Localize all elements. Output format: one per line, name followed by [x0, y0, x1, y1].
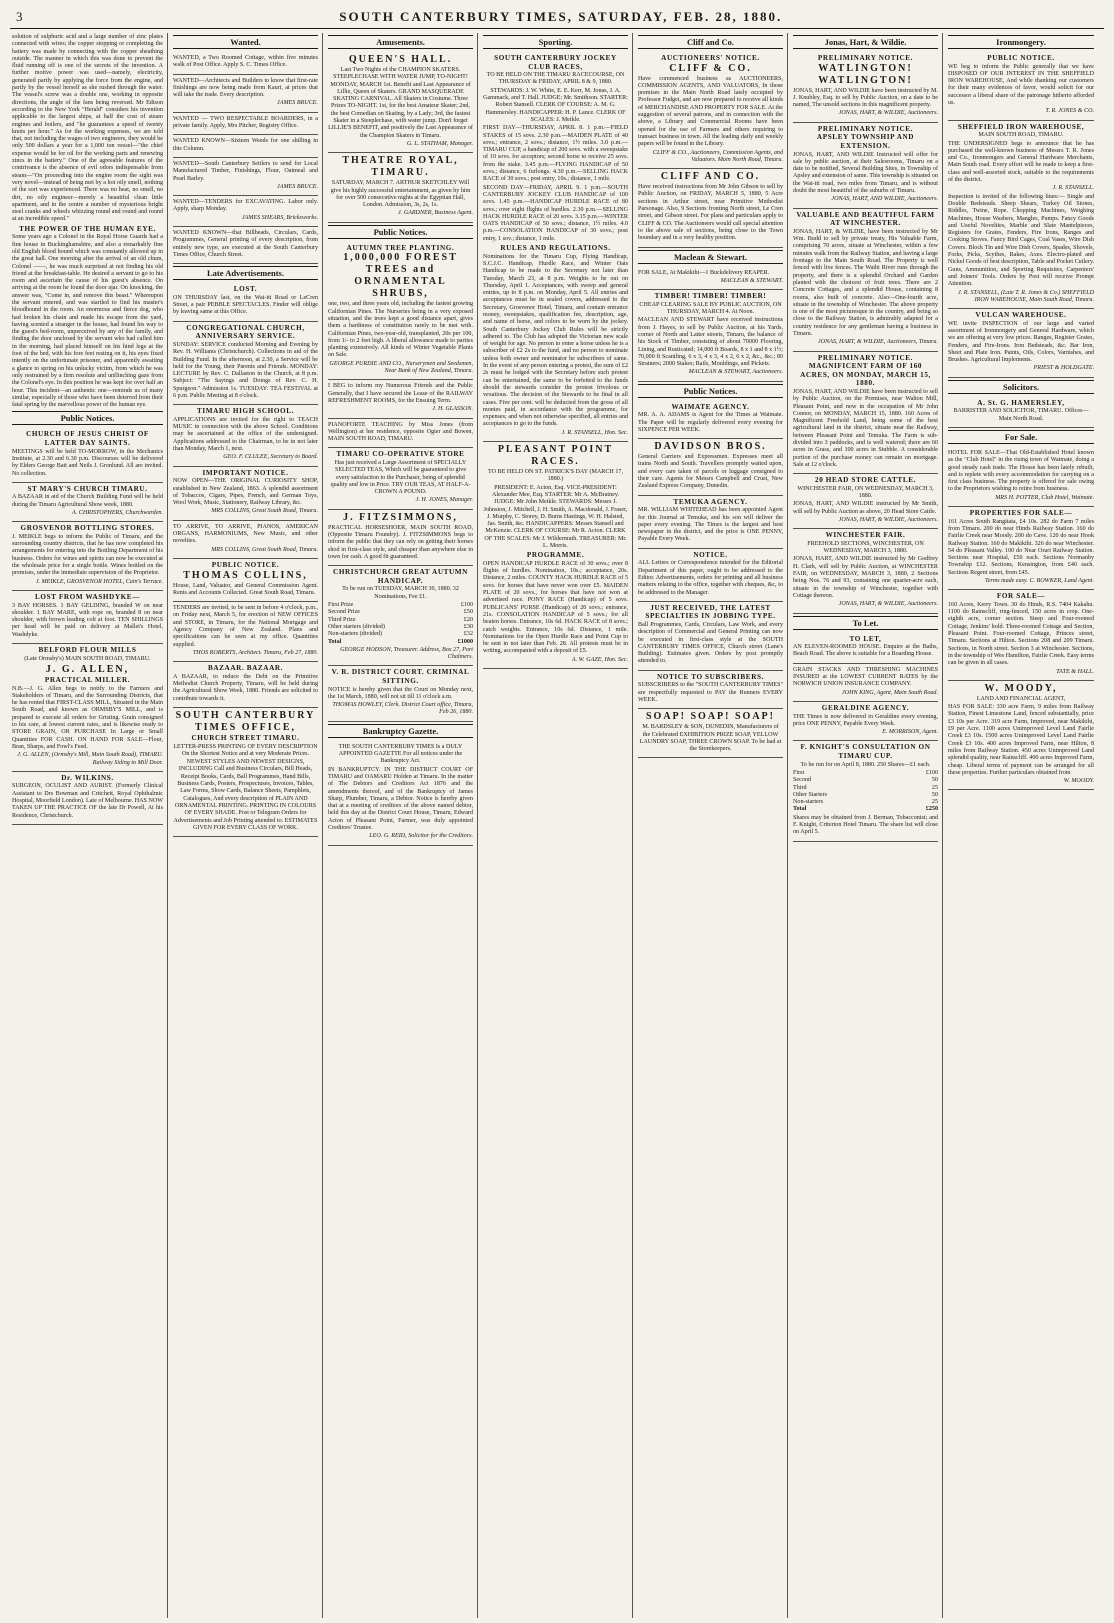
ad-wanted: WANTED — TWO RESPECTABLE BOARDERS, in a private family. Apply, Mrs Pitcher, Registry Office.: [173, 113, 318, 136]
section-heading: Public Notices.: [328, 225, 473, 239]
ad-congregational: CONGREGATIONAL CHURCH, ANNIVERSARY SERVICE. SUNDAY: SERVICE conducted Morning and Evening by Rev. H. Williams (Christchurch). Collections in aid of the Building Fund. In the afternoon, at 2.30, a Service will be held for the Young, their Parents and Friends. MONDAY: LECTURE by Rev. C. Dallaston in the Church, at 8 p.m. Subject: "The Sayings and Doings of Rev. C. H. Spurgeon." Admission 1s. TUESDAY: TEA FESTIVAL at 6 p.m. Public Meeting at 8 o'clock.: [173, 322, 318, 406]
ad-tenders: TENDERS are invited, to be sent in before 4 o'clock, p.m., on Friday next, March 5, for erection of NEW OFFICES and STORE, in Timaru, for the National Mortgage and Agency Company of New Zealand. Plans and specifications can be seen at my office. Quantities supplied. THOS ROBERTS, Architect. Timaru, Feb 27, 1880.: [173, 602, 318, 662]
ad-davidson: DAVIDSON BROS. General Carriers and Expressmen. Expresses meet all trains North and South. Travellers promptly waited upon, and every care taken of parcels or luggage consigned to their care. Agents for Messrs Campbell and Crust, New Zealand Express Company, Dunedin.: [638, 439, 783, 495]
notice-belford-mills: BELFORD FLOUR MILLS (Late Ormsby's) MAIN SOUTH ROAD, TIMARU. J. G. ALLEN, PRACTICAL MILLER. N.B.—J. G. Allen begs to notify to the Farmers and Stakeholders of Timaru, and the Surrounding Districts, that he has rented that FIRST-CLASS MILL, Situated in the Main South Road, and known as ORMSBY'S MILL, and is prepared to execute all orders for Gristing. Grain consigned to his care, at lowest current rates, and is likewise ready to STORE GRAIN, OR PURCHASE In Large or Small Quantities FOR CASH. ON HAND FOR SALE—Flour, Bran, Sharps, and Fowl's Feed. J. G. ALLEN, (Ormsby's Mill, Main South Road), TIMARU. Railway Siding to Mill Door.: [12, 644, 163, 772]
section-heading: Wanted.: [173, 35, 318, 49]
column-1: [10, 33, 168, 1618]
ad-jockey-club: SOUTH CANTERBURY JOCKEY CLUB RACES, TO BE HELD ON THE TIMARU RACECOURSE, ON THURSDAY & FRIDAY, APRIL 8 & 9, 1880. STEWARDS: J. W. White, E. E. Kerr, M. Jonas, J. A. Gammack, and T. Hall. JUDGE: Mr. Smithson. STARTER: Robert Stansell. CLERK OF COURSE: A. M. G. Hammersley. HANDICAPPER: H. P. Lance. CLERK OF SCALES: J. Meikle. FIRST DAY—THURSDAY, APRIL 8. 1 p.m.—FIELD STAKES of 15 sovs. 2.30 p.m.—MAIDEN PLATE of 40 sovs.; entrance, 2 sovs.; distance, 1½ miles. 3.0 p.m.—TIMARU CUP, a handicap of 200 sovs. with a sweepstake of 10 sovs. for acceptors; second horse to receive 25 sovs. from the stake. 3.45 p.m.—FLYING HANDICAP of 50 sovs.; distance, 6 furlongs. 4.30 p.m.—SELLING HACK RACE of 30 sovs.; post entry, 10s.; distance, 1 mile. SECOND DAY—FRIDAY, APRIL 9. 1 p.m.—SOUTH CANTERBURY JOCKEY CLUB HANDICAP of 100 sovs. 1.45 p.m.—HANDICAP HURDLE RACE of 80 sovs.; over eight flights of hurdles. 2.30 p.m.—SELLING HACK HURDLE RACE of 20 sovs. 3.15 p.m.—WINTER OATS HANDICAP of 50 sovs.; distance, 1½ miles. 4.0 p.m.—CONSOLATION HANDICAP of 30 sovs.; post entry, 1 sov.; distance, 1 mile. RULES AND REGULATIONS. Nominations for the Timaru Cup, Flying Handicap, S.C.J.C. Handicap, Hurdle Race, and Winter Oats Handicap to be made to the Secretary not later than Tuesday, March 23, at 8 p.m. Weights to be out on Thursday, April 1. Acceptances, with sweep and general entries, up to 8 p.m. on Monday, April 5. All entries and acceptances must be in sealed covers, addressed to the Secretary, Grosvenor Hotel, Timaru, and contain entrance money, sweepstakes, qualification fee, description, age, and name of horse, and colors to be worn by the jockey. South Canterbury Jockey Club Rules will be strictly adhered to. The Club has adopted the Victorian new scale of weight for age. No person to enter a horse unless he is a subscriber of £2 2s to the fund, and no person to nominate unless both owner and nominator be subscribers of same. In the event of any person entering a protest, the sum of £2 2s must be lodged with the Secretary before such protest can be entertained, the same to be forfeited to the funds should the stewards consider the protest frivolous or vexatious. The decision of the Stewards to be final in all cases. Five per cent. will be deducted from the gross of all monies paid, in accordance with the programme, for expenses; and when not otherwise specified, all entries and acceptances to go to the funds. J. R. STANSELL, Hon. Sec.: [483, 52, 628, 442]
column-3: [326, 33, 478, 1618]
ad-vulcan: VULCAN WAREHOUSE. WE invite INSPECTION of our large and varied assortment of Ironmongery and General Hardware, which we are offering at very low prices. Ranges, Register Grates, Fenders, and Fire-Irons. Iron Bedsteads, &c. Bar Iron, Sheet and Plate Iron. Paints, Oils, Colors, Varnishes, and Brushes. Agricultural Implements. PRIEST & HOLDGATE.: [948, 309, 1094, 378]
ad-waimate-agency: WAIMATE AGENCY. MR. A. A. ADAMS is Agent for the Times at Waimate. The Paper will be regularly delivered every evening for SIXPENCE PER WEEK.: [638, 401, 783, 439]
ad-wanted: WANTED KNOWN—Sixteen Weeds for one shilling in this Column.: [173, 135, 318, 158]
ad-reaper: FOR SALE, At Makikihi—1 Buckdelivery REAPER. MACLEAN & STEWART.: [638, 267, 783, 291]
ad-hotel-for-sale: HOTEL FOR SALE—That Old-Established Hotel known as the "Club Hotel" in the rising town of Waimate, doing a good steady cash trade. The House has been lately rebuilt, and is replete with every accommodation for carrying on a first class business. The property is offered for sale owing to the Proprietors wishing to retire from business. MRS H. POTTER, Club Hotel, Waimate.: [948, 447, 1094, 507]
section-heading: To Let.: [793, 616, 938, 630]
article-title: THE POWER OF THE HUMAN EYE.: [19, 224, 156, 233]
section-heading: Late Advertisements.: [173, 266, 318, 280]
consultation-row: First £100: [793, 769, 938, 776]
ad-theatre-royal: THEATRE ROYAL, TIMARU. SATURDAY, MARCH 7. ARTHUR SKETCHLEY Will give his highly successful entertainment, as given by him for over 500 consecutive nights at the Egyptian Hall, London. Admission, 3s, 2s, 1s. J. GARDNER, Business Agent.: [328, 153, 473, 222]
consultation-row: Non-starters 25: [793, 799, 938, 806]
column-4: [481, 33, 633, 1618]
notice-st-marys: ST MARY'S CHURCH TIMARU. A BAZAAR in aid of the Church Building Fund will be held during the Timaru Agricultural Show week, 1880. A. CHRISTOPHERS, Churchwarden.: [12, 483, 163, 522]
ad-wanted: WANTED—Architects and Builders to know that first-rate finishings are now being made from Kauri, at prices that will take the trade. Every description. JAMES BRUCE.: [173, 75, 318, 113]
ad-district-court: V. R. DISTRICT COURT. CRIMINAL SITTING. NOTICE is hereby given that the Court on Monday next, the 1st March, 1880, will not sit till 11 o'clock a.m. THOMAS HOWLEY, Clerk. District Court office, Timaru, Feb 26, 1880.: [328, 666, 473, 721]
ad-pianos: TO ARRIVE, TO ARRIVE, PIANOS, AMERICAN ORGANS, HARMONIUMS, New Music, and other novelties. MRS COLLINS, Great South Road, Timaru.: [173, 521, 318, 559]
ad-chch-handicap: CHRISTCHURCH GREAT AUTUMN HANDICAP. To be run on TUESDAY, MARCH 30, 1880. 32 Nominations, Fee £1. First Prize £100 Second Prize £50 Third Prize £20 Other starters (divided) £30 Non-starters (divided) £32 Total £1000 GEORGE HODSON, Treasurer. Address, Box 27, Port Chalmers.: [328, 566, 473, 666]
section-heading: Maclean & Stewart.: [638, 250, 783, 264]
consultation-table: [793, 770, 938, 814]
ad-public-notice: PUBLIC NOTICE. WE beg to inform the Public generally that we have DISPOSED OF OUR INTEREST IN THE SHEFFIELD IRON WAREHOUSE, And while thanking our customers for their many evidences of favor, would solicit for our successor a liberal share of the patronage hitherto afforded us. T. R. JONES & CO.: [948, 52, 1094, 121]
ad-collins: PUBLIC NOTICE. THOMAS COLLINS, House, Land, Valuator, and General Commission Agent. Rents and Accounts Collected. Great South Road, Timaru.: [173, 559, 318, 602]
ad-times-office: SOUTH CANTERBURY TIMES OFFICE, CHURCH STREET TIMARU. LETTER-PRESS PRINTING OF EVERY DESCRIPTION On the Shortest Notice and at very Moderate Prices. NEWEST STYLES AND NEWEST DESIGNS, INCLUDING Call and Business Circulars, Bill Heads, Receipt Books, Cards, Ball Programmes, Hand Bills, Business Cards, Posters, Prospectuses, Invoices, Tables, Law Forms, Show Cards, Balance Sheets, Pamphlets, Catalogues, And every description of PLAIN AND ORNAMENTAL PRINTING. PRINTING IN COLOURS OF EVERY SHADE. Post or Telegram Orders for Advertisements and Job Printing attended to. ESTIMATES GIVEN FOR EVERY CLASS OF WORK.: [173, 708, 318, 837]
section-heading: For Sale.: [948, 430, 1094, 444]
ad-jobbing-type: JUST RECEIVED, THE LATEST SPECIALTIES IN JOBBING TYPE. Ball Programmes, Cards, Circulars, Law Work, and every description of Commercial and General Printing can now be executed in first-class style at the SOUTH CANTERBURY TIMES OFFICE, Church street (Lane's Building). Estimates given. Orders by post promptly attended to.: [638, 602, 783, 671]
section-heading: Bankruptcy Gazette.: [328, 724, 473, 738]
ad-pianoforte: PIANOFORTE TEACHING by Miss Jones (from Wellington) at her residence, opposite Ogier and Bowen, MAIN SOUTH ROAD, TIMARU.: [328, 419, 473, 449]
ad-lost: LOST. ON THURSDAY last, on the Wai-iti Road or LeCren Street, a pair PEBBLE SPECTACLES. Finder will oblige by leaving same at this Office.: [173, 283, 318, 321]
notice-grosvenor: GROSVENOR BOTTLING STORES. J. MEIKLE begs to inform the Public of Timaru, and the surrounding country districts, that he has now completed his arrangements for entering into the Bottling Department of his business. Orders for wines and spirits can now be executed at the wholesale price for a single bottle. Wines bottled on the premises, under the immediate supervision of the Proprietor. J. MEIKLE, GROSVENOR HOTEL, Cain's Terrace.: [12, 522, 163, 591]
ad-cooperative: TIMARU CO-OPERATIVE STORE Has just received a Large Assortment of SPECIALLY SELECTED TEAS, Which will be guaranteed to give every satisfaction to the Purchaser, being of splendid quality and low in Price. TRY OUR TEAS, AT HALF-A-CROWN A POUND. J. H. JONES, Manager.: [328, 448, 473, 509]
ad-cliff: AUCTIONEERS' NOTICE. CLIFF & CO. Have commenced business as AUCTIONEERS, COMMISSION AGENTS, AND VALUATORS, In those premises in the Main North Road lately occupied by Professor Fudget, and are now prepared to receive all kinds of MERCHANDISE AND PROPERTY FOR SALE. At the suggestion of several patrons, and in connection with the above, a Library and Commercial Rooms have been opened for the use of Farmers and others requiring to transact business in town. All the leading daily and weekly papers will be found in the Library. CLIFF & CO., Auctioneers, Commission Agents, and Valuators. Main North Road, Timaru.: [638, 52, 783, 169]
section-heading: Cliff and Co.: [638, 35, 783, 49]
ad-wanted: WANTED—TENDERS for EXCAVATING. Labor only. Apply, sharp Monday. JAMES SHEARS, Bricksworks.: [173, 196, 318, 227]
ad-norwich: GRAIN STACKS AND THRESHING MACHINES INSURED at the LOWEST CURRENT RATES by the NORWICH UNION INSURANCE COMPANY. JOHN KING, Agent, Main South Road.: [793, 664, 938, 702]
ad-bazaar: BAZAAR. BAZAAR. A BAZAAR, to reduce the Debt on the Primitive Methodist Church Property, Timaru, will be held during the Agricultural Show Week, 1880. Friends are solicited to contribute towards it.: [173, 662, 318, 708]
notice-dr-wilkins: Dr. WILKINS. SURGEON, OCULIST AND AURIST. (Formerly Clinical Assistant to Drs Bowman and Critchett, Royal Ophthalmic Hospital, Moorfield London). Late of Melbourne. HAS NOW TAKEN UP THE PRACTICE OF the late Dr Powell, At his Residence, Christchurch.: [12, 772, 163, 825]
ad-store-cattle: 20 HEAD STORE CATTLE. WINCHESTER FAIR, ON WEDNESDAY, MARCH 3, 1880. JONAS, HART, AND WILDIE instructed by Mr Smith, will sell by Public Auction as above, 20 Head Store Cattle. JONAS, HART, & WILDIE, Auctioneers.: [793, 474, 938, 529]
section-heading: Public Notices.: [12, 411, 163, 425]
section-heading: Amusements.: [328, 35, 473, 49]
article-continued: solution of sulphuric acid and a large number of zinc plates connected with wires; the copper stopping or completing the battery was made by connecting with the copper sheathing outside. The manner in which this was done to prevent the fluid running off is one of the secrets of the invention. A further motive power was used—namely, electricity, generated partly by applying the force from the engine, and partly by the vessel herself as she rushed through the water. The vessel's screw was a double one, working in opposite directions, the angle of the fans being reversed. Mr Edison according to the New York "Herald" considers his invention applicable to the largest ships, at half the cost of steam engines and boilers, and "he guarantees a speed of twenty knots per hour." As for the working expenses, we are told that, not including the wages of two engineers, they would be only 500 dollars a year for a 1,000 ton vessel—"the chief expense would be for oil for the working parts and renewing zincs in the battery." One of the agreeable features of the contrivance is the absence of evil odors indispensable from steam—"On proceeding into the engine room the sight was very novel—instead of being met by a hot oily smell, nothing of the sort was experienced. There was no heat, no smell, no dirt, no oily engineer—merely a beautiful clean little apartment, and in the centre a number of mysterious bright steel cranks and wheels whizzing round and round and round at an incredible speed.": [12, 34, 163, 223]
ad-sheffield: SHEFFIELD IRON WAREHOUSE, MAIN SOUTH ROAD, TIMARU. THE UNDERSIGNED begs to announce that he has purchased the well-known business of Messrs T. R. Jones and Co., Ironmongers and General Hardware Merchants, Main South road. Every effort will be made to keep a first-class and well-assorted stock, suitable to the requirements of the district. J. R. STANSELL. Inspection is invited of the following lines:— Single and Double Bedsteads. Sheep Shears, Turkey Oil Stones, Riddles, Twine, Rope. Chopping Machines, Weighing Machines, House Washers, Mangles, Pumps. Fancy Goods and Useful Novelties, Marble and Slate Mantelpieces, Registers for Grates, Fenders, Fire Irons, Ranges and Cooking Stoves. Fancy Bird Cages, Coal Vases, Wire Dish Covers. Block Tin and Wire Dish Covers, Spades, Shovels, Forks, Picks, Scythes, Rakes, Axes. Electro-plated and Nickel Goods of best description, Table and Pocket Cutlery. Guns, Ammunition, and Sporting Requisites, Carpenters' and Joiners' Tools. Orders by Post will receive Prompt Attention. J. R. STANSELL, (Late T. R. Jones & Co.) SHEFFIELD IRON WAREHOUSE, Main South Road, Timaru.: [948, 121, 1094, 309]
prize-table: [328, 602, 473, 646]
ad-cliff-sale: CLIFF AND CO. Have received instructions from Mr John Gibson to sell by Public Auction, on FRIDAY, MARCH 5, 1880, 5 Acre sections in Arthur street, near Primitive Methodist Parsonage. Also, 9 Sections fronting North street, Le Cren street, and Gibson street. For plans and particulars apply to CLIFF & CO. The Auctioneers would call special attention to the above sale of sections, being close to the Town boundary and in a very healthy position.: [638, 169, 783, 247]
ad-tree-planting: AUTUMN TREE PLANTING. 1,000,000 FOREST TREES and ORNAMENTAL SHRUBS, one, two, and three years old, including the fastest growing Californian Pines. The Nurseries being in a very exposed situation, and the trees kept a good distance apart, gives them a hardiness of constitution rarely to be met with. Californian Pines, two-year-old, transplanted, 20s per 100, from 1/- to 2 feet high. A liberal allowance made to parties planting extensively. All kinds of Winter Vegetable Plants on Sale. GEORGE PURDIE AND CO., Nurserymen and Seedsmen, Near Bank of New Zealand, Timaru.: [328, 242, 473, 381]
notice-lost-horses: LOST FROM WASHDYKE— 3 BAY HORSES. 1 BAY GELDING, branded W on near shoulder. 1 BAY MARE, with rope on, branded 8 on near shoulder, with brown leading colt at foot. TEN SHILLINGS per head will be paid on delivery at Mallet's Hotel, Washdyke.: [12, 591, 163, 644]
ad-soap: SOAP! SOAP! SOAP! M. BARDSLEY & SON, DUNEDIN, Manufacturers of the Celebrated EXHIBITION PRIZE SOAP, YELLOW LAUNDRY SOAP, THREE CROWN SOAP. To be had at the Storekeepers.: [638, 709, 783, 758]
ad-apsley: PRELIMINARY NOTICE. APSLEY TOWNSHIP AND EXTENSION. JONAS, HART, AND WILDIE Instructed will offer for sale by public auction, at their Salesrooms, Timaru on a date to be notified, Several Building Sites, in Township of Apsley and extension of same. This township is situated on the Wai-iti road, two miles from Timaru, and is without doubt the most beautiful of the suburbs of Timaru. JONAS, HART, AND WILDIE, Auctioneers.: [793, 123, 938, 209]
notice-church: CHURCH OF JESUS CHRIST OF LATTER DAY SAINTS. MEETINGS will be held TO-MORROW, in the Mechanics Institute, at 2.30 and 6.30 p.m. Discourses will be delivered by Elders George Batt and Neils J. Gronlund. All are invited. No collection.: [12, 428, 163, 482]
column-7: [946, 33, 1098, 1618]
ad-pleasant-point: PLEASANT POINT RACES. TO BE HELD ON ST. PATRICK'S DAY (MARCH 17, 1880.) PRESIDENT: E. Acton, Esq. VICE-PRESIDENT: Alexander Mee, Esq. STARTER: Mr A. McBratney. JUDGE: Mr John Meikle. STEWARDS: Messrs J. Johnston, J. Mitchell, J. H. Smith, A. Macdonald, J. Fraser, J. Murphy, C. Storey, D. Burns Hastings, W. H. Halsted, Jas. Smith, &c. HANDICAPPERS: Messrs Stansell and McKenzie. CLERK OF COURSE: Mr R. Acton. CLERK OF THE SCALES: Mr J. Wildermuth. TREASURER: Mr. L. Morris. PROGRAMME. OPEN HANDICAP HURDLE RACE of 30 sovs.; over 8 flights of hurdles. Nomination, 10s.; acceptance, 20s. Distance, 2 miles. COUNTY HACK HURDLE RACE of 5 sovs. for horses that have never won over £5. MAIDEN PLATE of 20 sovs., for horses that have not won at advertised race. PONY RACE (Handicap) of 5 sovs. PUBLICANS' PURSE (Handicap) of 20 sovs.; entrance, 21s. CONSOLATION HANDICAP of 5 sovs.; for all beaten horses. Entrance, 10s 6d. HACK RACE of 8 sovs.; catch weights. Entrance, 10s 6d. Distance, 1 mile. Nominations for the Open Hurdle Race and Point Cup to be sent in not later than Feb. 28. All protests must be in writing, accompanied with a deposit of £5. A. W. GAZE, Hon. Sec.: [483, 442, 628, 669]
ad-queens-hall: QUEEN'S HALL. Last Two Nights of the CHAMPION SKATERS. STEEPLECHASE WITH WATER JUMP, TO-NIGHT! MONDAY, MARCH 1st. Benefit and Last Appearance of Lillie, Queen of Skaters. GRAND MASQUERADE SKATING CARNIVAL. All Skaters in Costume. Three Prizes TO-NIGHT. 1st, for the best Amateur Skater; 2nd, the best Comedian on Skating, by a Lady; 3rd, the fastest Skater in a Steeplechase, with water jump. Don't forget LILLIE'S BENEFIT, and positively the Last Appearance of the Champion Skaters in Timaru. G. L. STATHAM, Manager.: [328, 52, 473, 153]
ad-subscribers: NOTICE TO SUBSCRIBERS. SUBSCRIBERS to the "SOUTH CANTERBURY TIMES" are respectfully requested to PAY the Runners EVERY WEEK.: [638, 671, 783, 709]
ad-winchester-sections: WINCHESTER FAIR. FREEHOLD SECTIONS, WINCHESTER, ON WEDNESDAY, MARCH 3, 1880. JONAS, HART, AND WILDIE instructed by Mr Godfrey H. Clark, will sell by Public Auction, at WINCHESTER FAIR, on WEDNESDAY, MARCH 3, 1880, 2 Sections being Nos. 76 and 93, containing one quarter-acre each, situate in the township of Winchester, together with Cottage thereon. JONAS, HART, & WILDIE, Auctioneers.: [793, 529, 938, 613]
page-number: 3: [16, 9, 24, 24]
section-heading: Solicitors.: [948, 380, 1094, 394]
section-heading: Ironmongery.: [948, 35, 1094, 49]
ad-geraldine-agency: GERALDINE AGENCY. THE Times is now delivered in Geraldine every evening, price ONE PENNY, Payable Every Week. E. MORRISON, Agent.: [793, 702, 938, 741]
ad-curiosity-shop: IMPORTANT NOTICE. NOW OPEN—THE ORIGINAL CURIOSITY SHOP, established in New Zealand, 1863. A splendid assortment of Tobaccos, Cigars, Pipes, French, and German Toys, Wool Work, Music, Stationery, Railway Library, &c. MRS COLLINS, Great South Road, Timaru.: [173, 467, 318, 521]
ad-properties: PROPERTIES FOR SALE— 161 Acres South Rangitata, £4 10s. 282 do Farm 7 miles from Timaru. 200 do near Hinds Railway Station. 160 do Fairlie Creek near Moody. 200 do Cave. 120 do near Hook Railway Station. 160 do Makikihi. 326 do near Winchester. 54 do Pleasant Valley. 100 do Near Orari Railway Station. Sections near Hospital, £50 each. Sections Normanby Township £12. Sections, Kensington, from £40 each. Sections Regent street, from £45. Terms made easy. C. BOWKER, Land Agent.: [948, 507, 1094, 590]
prize-row: Other starters (divided) £30: [328, 623, 473, 630]
column-6: [791, 33, 943, 1618]
ad-wanted: WANTED KNOWN—that Billheads, Circulars, Cards, Programmes, General printing of every description, from entirely new type, are executed at the South Canterbury Times Office, Church Street.: [173, 227, 318, 264]
prize-row: Total £1000: [328, 638, 473, 645]
section-heading: Sporting.: [483, 35, 628, 49]
ad-refreshment-rooms: I BEG to inform my Numerous Friends and the Public Generally, that I have secured the Lease of the RAILWAY REFRESHMENT ROOMS, for the Ensuing Term. J. H. GLASSON.: [328, 380, 473, 418]
column-2: [171, 33, 323, 1618]
prize-row: First Prize £100: [328, 602, 473, 609]
consultation-row: Second 50: [793, 777, 938, 784]
prize-row: Non-starters (divided) £32: [328, 631, 473, 638]
ad-moody: W. MOODY, LAND AND FINANCIAL AGENT, HAS FOR SALE: 330 acre Farm, 9 miles from Railway Station, Finest Limestone Land, fenced substantially, price £3 10s per Acre. 319 acre Farm, Improved, near Makikihi, £9 per Acre. 1100 acres Unimproved Level Land Fairlie Creek £3 10s. 1500 acres Unimproved Level Land Fairlie Creek £3 10s. 400 acres Improved Farm, near Hilton, 8 miles from Railway Station. 450 acres Unimproved Land splendid quality, near Rainscliff. 400 acres Improved Farm, cheap. Liberal terms of payment can be arranged for all these properties. Further particulars obtained from W. MOODY.: [948, 681, 1094, 791]
columns: [10, 33, 1104, 1618]
ad-knights-consultation: F. KNIGHT'S CONSULTATION ON TIMARU CUP. To be run for on April 8, 1880. 250 Shares—£1 each. First £100 Second 50 Third 25 Other Starters 50 Non-starters 25 Total £250 Shares may be obtained from J. Berman, Tobacconist; and F. Knight, Criterion Hotel Timaru. The share list will close on April 5.: [793, 741, 938, 841]
ad-wanted: WANTED, a Two Roomed Cottage, within five minutes walk of Post Office. Apply S. C. Times Office.: [173, 52, 318, 75]
ad-high-school: TIMARU HIGH SCHOOL. APPLICATIONS are invited for the right to TEACH MUSIC in connection with the above School. Conditions may be ascertained at the office of the undersigned. Applications addressed to the Chairman, to be in not later than Monday, March 1, next. GEO. F. CLULEE, Secretary to Board.: [173, 405, 318, 466]
consultation-row: Third 25: [793, 784, 938, 791]
consultation-row: Other Starters 50: [793, 791, 938, 798]
ad-160-acres: PRELIMINARY NOTICE. MAGNIFICENT FARM OF 160 ACRES, ON MONDAY, MARCH 15, 1880. JONAS, HART, AND WILDIE have been instructed to sell by Public Auction, on the Premises, near Walton Mill, Pleasant Point, and now in the occupation of Mr John Connor, on MONDAY, MARCH 15, 1880. 160 Acres of Magnificent Freehold Land, being some of the best agricultural land in the district, situate near the Railway, between Pleasant Point and Temuka. The Farm is sub-divided into 3 paddocks, and is well watered; there are 60 acres in Grass, and 100 acres in Stubble. A considerable portion of the purchase money can remain on mortgage. Sale at 12 o'clock.: [793, 352, 938, 475]
ad-horseshoer: J. FITZSIMMONS, PRACTICAL HORSESHOER, MAIN SOUTH ROAD, (Opposite Timaru Foundry). J. FITZSIMMONS begs to inform the public that they can rely on getting their horses shod in first-class style, and cheaper than anywhere else in town for cash. A good fit guaranteed.: [328, 510, 473, 566]
section-heading: Jonas, Hart, & Wildie.: [793, 35, 938, 49]
ad-hamersley: A. St. G. HAMERSLEY, BARRISTER AND SOLICITOR, TIMARU. Offices—Main North Road.: [948, 397, 1094, 428]
column-5: [636, 33, 788, 1618]
masthead: [10, 6, 1104, 29]
ad-temuka-agency: TEMUKA AGENCY. MR. WILLIAM WHITEHEAD has been appointed Agent for this Journal at Temuka, and his son will deliver the paper every evening. The Times is the largest and best newspaper in the district, and the price is ONE PENNY, Payable Every Week.: [638, 496, 783, 549]
ad-bankruptcy: THE SOUTH CANTERBURY TIMES Is a DULY APPOINTED GAZETTE For all notices under the Bankruptcy Act. IN BANKRUPTCY. IN THE DISTRICT COURT OF TIMARU and OAMARU Holden at Timaru. In the matter of The Debtors and Creditors Act 1876 and the amendments thereof, and of the Bankruptcy of James Sharp, Plumber, Timaru, a Debtor. Notice is hereby given that at a meeting of creditors of the above named debtor, held this day at the District Court House, Timaru, Edward Acton of Pleasant Point, Farmer, was duly appointed Creditors' Trustee. LEO. G. REID, Solicitor for the Creditors.: [328, 741, 473, 846]
ad-winchester-farm: VALUABLE AND BEAUTIFUL FARM AT WINCHESTER. JONAS, HART, & WILDIE, have been instructed by Mr Wm. Budd to sell by private treaty, His Valuable Farm, comprising 70 acres, situate at Winchester, within a few minutes walk from the Railway Station, and having a large frontage to the Main South Road. The Property is well fenced with live fences. The Waihi River runs through the property, and there is a splendid Orchard and Garden planted with the choicest of fruit trees. There are 2 Concrete Cottages, and a splendid House, containing 8 rooms, also built of concrete. Also—One-fourth acre, situate in the township of Winchester. The above property is one of the most picturesque in the country, and being so close to the Railway Station, is admirably adapted for a country residence for any gentleman having a business in Timaru. JONAS, HART, & WILDIE, Auctioneers, Timaru.: [793, 209, 938, 352]
prize-row: Second Prize £50: [328, 609, 473, 616]
ad-notice: NOTICE. ALL Letters or Correspondence intended for the Editorial Department of this paper, ought to be addressed to the Editor. Advertisements, orders for printing and all business matters relating to the office, together with cheques, &c, to be addressed to the Manager.: [638, 549, 783, 602]
ad-tate-hall: FOR SALE— 160 Acres, Kerry Town. 30 do Hinds, R.S. 7404 Kakahu. 1100 do Rainscliff, ring-fenced, 150 acres in crop. One-eighth acre, corner section. Steep and Four-roomed Cottage, Jenkins' hold. Three-roomed Cottage and Section, Pleasant Point. Four-roomed Cottage, Princes street, Timaru. Sections at Hilton. Sections 208 and 209 Timaru. Sections, in North street. Section 3 at Winchester. Sections, in the township of Wes Hamilton, Fairlie Creek. Easy terms can be given in all cases. TATE & HALL.: [948, 590, 1094, 681]
ad-timber: TIMBER! TIMBER! TIMBER! CHEAP CLEARING SALE BY PUBLIC AUCTION, ON THURSDAY, MARCH 4. At Noon. MACLEAN AND STEWART have received instructions from J. Hayes, to sell by Public Auction, at his Yards, corner of North and Latter streets, Timaru, the balance of his Stock of Timber, consisting of about 70000 Flooring, Lining, and Rusticated; 14,000 ft Boards, 8 x 1 and 8 x 1½; 70,000 ft Scantling, 6 x 3, 4 x 3, 4 x 2, 6 x 2, &c., &c.; 80 Strainers; 2000 Stakes; Rails, Mouldings, and Pickets. MACLEAN & STEWART, Auctioneers.: [638, 290, 783, 382]
ad-to-let: TO LET, AN ELEVEN-ROOMED HOUSE. Enquire at the Baths, Beach Road. The above is suitable for a Boarding House.: [793, 633, 938, 664]
section-heading: Public Notices.: [638, 384, 783, 398]
ad-watlington: PRELIMINARY NOTICE. WATLINGTON! WATLINGTON! JONAS, HART, AND WILDIE have been instructed by M. J. Knubley, Esq. to sell by Public Auction, on a date to be named, The unsold sections in this magnificent property. JONAS, HART, & WILDIE, Auctioneers.: [793, 52, 938, 123]
article-body: Some years ago a Colonel in the Royal Horse Guards had a fine house in Buckinghamshire, and also a remarkably fine old English blood hound which was constantly allowed up in the great hall. One morning after the arrival of an old chum, Colonel ——, he was much surprised at not finding his old friend at the breakfast-table. He desired a servant to go to his room and ascertain the cause of his guest's absence. On arriving at the room he found the door ajar. On knocking, the answer was, "Come in, and remove this beast." Whereupon the servant entered, and was startled to find his master's bloodhound in the room. An enormous and fierce dog, who had broken his chain and made his escape from the yard, having scented a stranger in the house, had found his way to the guest's bed-room, unperceived by any of the family, and finding the door unclosed by the servant who had called him in the morning, had placed himself on his hind legs at the foot of the bed, with his fore feet resting on it, his eyes fixed intently on the unfortunate prisoner, and apparently awaiting a glance to spring on his unlucky victim, from which he was only restrained by a firm resolute and unflinching gaze from the Colonel's eye. In this position he was kept for over half an hour. This incident—an authentic one—reminds us of many similar, especially of those who have been deterred from their fatal spring by the marvellous power of the human eye.: [12, 234, 163, 409]
masthead-title: SOUTH CANTERBURY TIMES, SATURDAY, FEB. 28, 1880.: [339, 9, 783, 24]
ad-wanted: WANTED—South Canterbury Settlers to send for Local Manufactured Timber, Finishings, Flour, Oatmeal and Pearl Barley. JAMES BRUCE.: [173, 158, 318, 196]
consultation-row: Total £250: [793, 806, 938, 813]
prize-row: Third Prize £20: [328, 616, 473, 623]
